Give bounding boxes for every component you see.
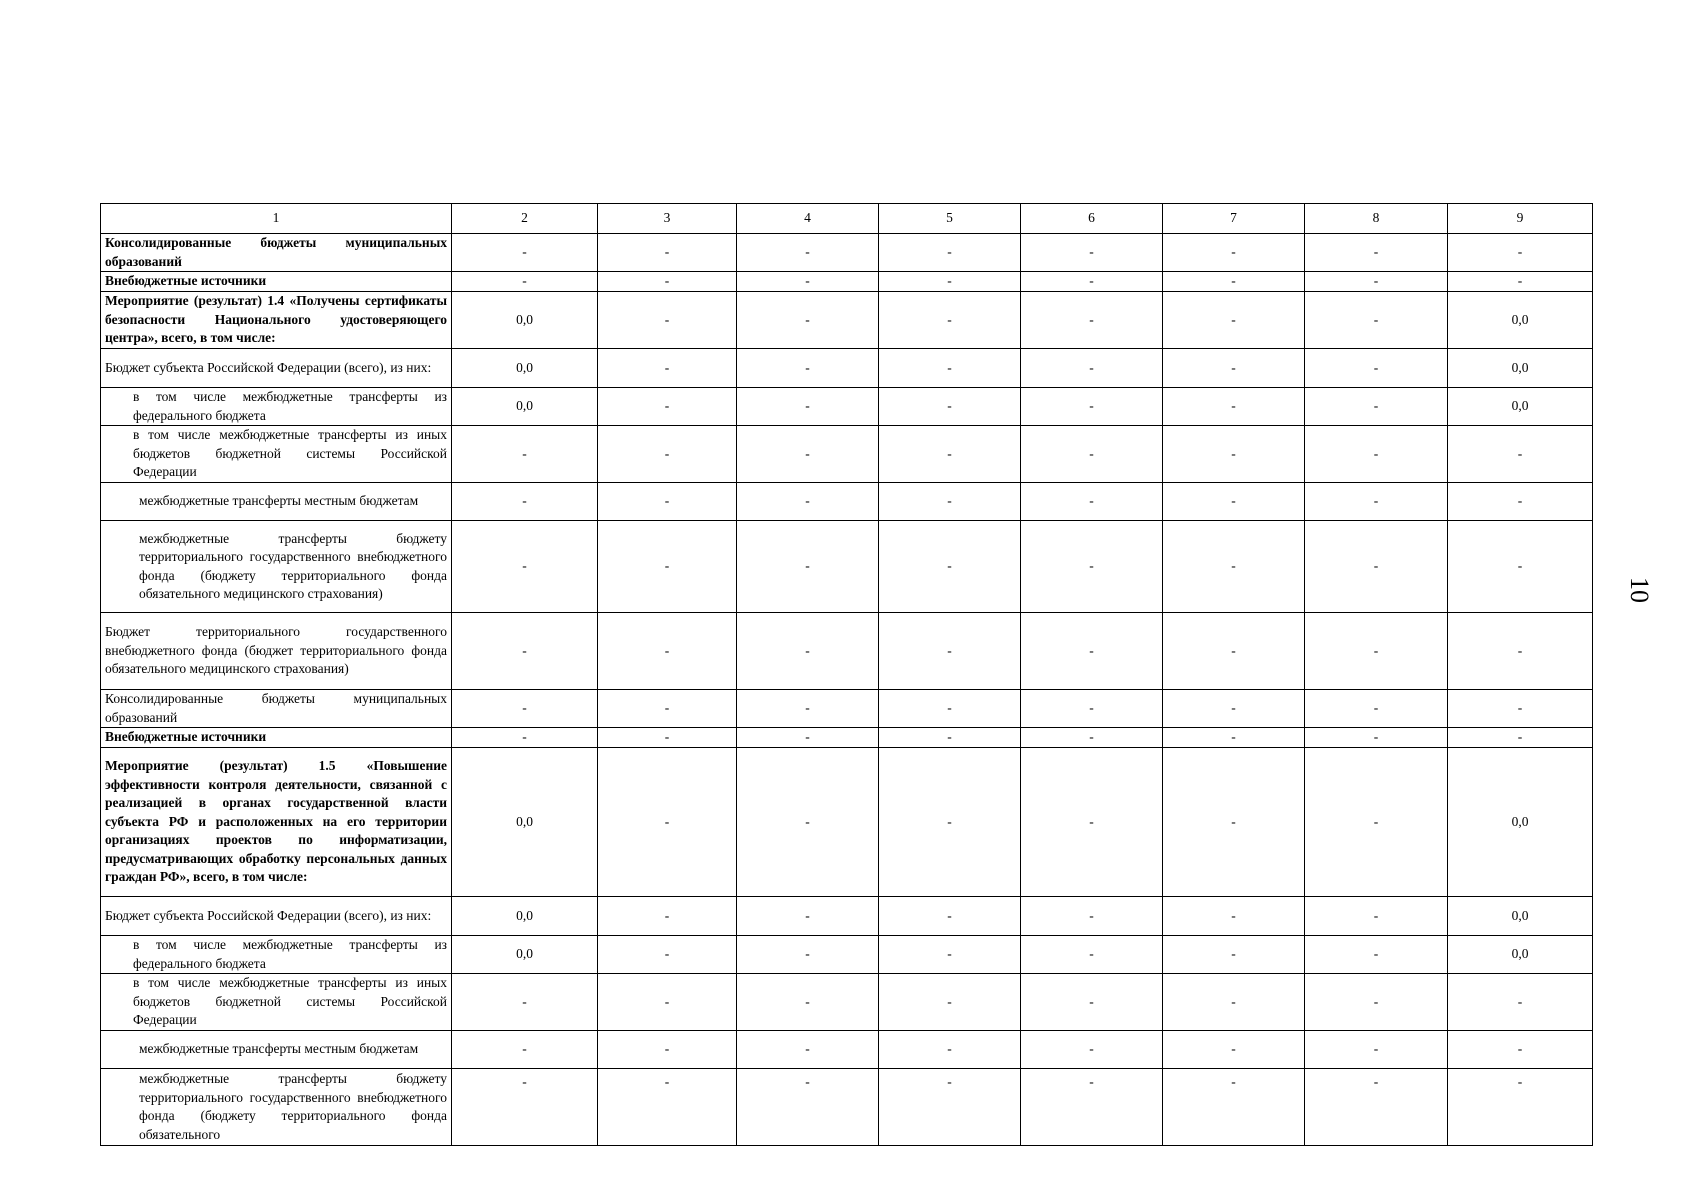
value-cell: 0,0 xyxy=(452,292,598,349)
value-cell: - xyxy=(1021,748,1163,897)
value-cell: - xyxy=(1021,272,1163,292)
value-cell: - xyxy=(1305,690,1448,728)
column-number-cell: 3 xyxy=(598,204,737,234)
row-description-cell: в том числе межбюджетные трансферты из иных бюджетов бюджетной системы Российской Федерации xyxy=(101,426,452,483)
value-cell: - xyxy=(737,272,879,292)
column-number-cell: 7 xyxy=(1163,204,1305,234)
value-cell: - xyxy=(1163,613,1305,690)
value-cell: - xyxy=(879,234,1021,272)
value-cell: - xyxy=(737,483,879,521)
value-cell: - xyxy=(737,1031,879,1069)
value-cell: - xyxy=(737,728,879,748)
row-description-cell: Консолидированные бюджеты муниципальных образований xyxy=(101,234,452,272)
value-cell: - xyxy=(1163,1031,1305,1069)
row-description-cell: Мероприятие (результат) 1.4 «Получены сертификаты безопасности Национального удостоверяющего центра», всего, в том числе: xyxy=(101,292,452,349)
value-cell: - xyxy=(879,521,1021,613)
value-cell: - xyxy=(1448,690,1593,728)
table-row xyxy=(101,349,1593,388)
value-cell: - xyxy=(1305,234,1448,272)
value-cell: - xyxy=(598,349,737,388)
value-cell: - xyxy=(1448,1031,1593,1069)
value-cell: - xyxy=(1163,349,1305,388)
value-cell: - xyxy=(1021,1031,1163,1069)
budget-table xyxy=(100,203,1593,1146)
value-cell: - xyxy=(879,388,1021,426)
value-cell: 0,0 xyxy=(1448,388,1593,426)
value-cell: - xyxy=(1305,292,1448,349)
value-cell: - xyxy=(1021,234,1163,272)
value-cell: - xyxy=(1021,897,1163,936)
value-cell: - xyxy=(1163,1069,1305,1146)
value-cell: - xyxy=(1163,728,1305,748)
value-cell: - xyxy=(1021,521,1163,613)
value-cell: - xyxy=(1163,292,1305,349)
table-row xyxy=(101,613,1593,690)
value-cell: - xyxy=(1305,974,1448,1031)
value-cell: - xyxy=(879,728,1021,748)
value-cell: - xyxy=(1305,728,1448,748)
value-cell: - xyxy=(879,1031,1021,1069)
value-cell: - xyxy=(452,234,598,272)
value-cell: - xyxy=(1448,272,1593,292)
value-cell: 0,0 xyxy=(452,748,598,897)
value-cell: - xyxy=(598,272,737,292)
column-number-cell: 1 xyxy=(101,204,452,234)
table-row xyxy=(101,292,1593,349)
value-cell: 0,0 xyxy=(1448,748,1593,897)
value-cell: - xyxy=(1448,974,1593,1031)
value-cell: - xyxy=(598,426,737,483)
value-cell: - xyxy=(737,234,879,272)
table-row xyxy=(101,936,1593,974)
value-cell: - xyxy=(737,936,879,974)
budget-table-page xyxy=(100,203,1592,1146)
value-cell: - xyxy=(1021,1069,1163,1146)
value-cell: - xyxy=(452,728,598,748)
value-cell: - xyxy=(598,748,737,897)
value-cell: - xyxy=(1305,521,1448,613)
value-cell: 0,0 xyxy=(1448,349,1593,388)
value-cell: - xyxy=(1021,728,1163,748)
value-cell: - xyxy=(1021,936,1163,974)
value-cell: - xyxy=(1305,613,1448,690)
value-cell: - xyxy=(1163,426,1305,483)
value-cell: 0,0 xyxy=(452,897,598,936)
value-cell: - xyxy=(1448,521,1593,613)
value-cell: - xyxy=(598,388,737,426)
value-cell: - xyxy=(879,483,1021,521)
table-row xyxy=(101,1069,1593,1146)
value-cell: - xyxy=(598,690,737,728)
value-cell: - xyxy=(452,483,598,521)
value-cell: - xyxy=(1305,1031,1448,1069)
value-cell: - xyxy=(1448,234,1593,272)
value-cell: - xyxy=(1163,234,1305,272)
value-cell: - xyxy=(879,613,1021,690)
value-cell: - xyxy=(1163,974,1305,1031)
value-cell: - xyxy=(737,690,879,728)
value-cell: - xyxy=(598,292,737,349)
table-row xyxy=(101,234,1593,272)
value-cell: - xyxy=(1021,388,1163,426)
value-cell: - xyxy=(1448,426,1593,483)
column-number-cell: 6 xyxy=(1021,204,1163,234)
value-cell: - xyxy=(1448,728,1593,748)
value-cell: - xyxy=(1305,272,1448,292)
value-cell: - xyxy=(1021,426,1163,483)
value-cell: - xyxy=(879,897,1021,936)
table-row xyxy=(101,897,1593,936)
value-cell: - xyxy=(879,349,1021,388)
value-cell: - xyxy=(1163,690,1305,728)
row-description-cell: Бюджет субъекта Российской Федерации (всего), из них: xyxy=(101,349,452,388)
value-cell: - xyxy=(598,483,737,521)
row-description-cell: межбюджетные трансферты бюджету территориального государственного внебюджетного фонда (бюджету территориального фонда обязательного xyxy=(101,1069,452,1146)
column-number-cell: 2 xyxy=(452,204,598,234)
value-cell: 0,0 xyxy=(452,388,598,426)
value-cell: - xyxy=(1163,897,1305,936)
value-cell: - xyxy=(598,613,737,690)
value-cell: - xyxy=(1021,292,1163,349)
value-cell: - xyxy=(737,613,879,690)
value-cell: - xyxy=(1305,897,1448,936)
row-description-cell: Консолидированные бюджеты муниципальных образований xyxy=(101,690,452,728)
row-description-cell: в том числе межбюджетные трансферты из федерального бюджета xyxy=(101,388,452,426)
page-number: 10 xyxy=(1625,577,1654,603)
value-cell: - xyxy=(1163,936,1305,974)
value-cell: - xyxy=(1021,613,1163,690)
value-cell: - xyxy=(737,974,879,1031)
value-cell: - xyxy=(452,613,598,690)
value-cell: - xyxy=(1305,936,1448,974)
row-description-cell: Бюджет территориального государственного внебюджетного фонда (бюджет территориального фонда обязательного медицинского страхования) xyxy=(101,613,452,690)
value-cell: - xyxy=(737,897,879,936)
value-cell: 0,0 xyxy=(1448,292,1593,349)
row-description-cell: в том числе межбюджетные трансферты из федерального бюджета xyxy=(101,936,452,974)
column-number-cell: 4 xyxy=(737,204,879,234)
row-description-cell: Бюджет субъекта Российской Федерации (всего), из них: xyxy=(101,897,452,936)
table-row xyxy=(101,728,1593,748)
value-cell: 0,0 xyxy=(452,349,598,388)
table-header-row xyxy=(101,204,1593,234)
value-cell: - xyxy=(1163,272,1305,292)
row-description-cell: межбюджетные трансферты бюджету территориального государственного внебюджетного фонда (бюджету территориального фонда обязательного медицинского страхования) xyxy=(101,521,452,613)
value-cell: - xyxy=(1021,690,1163,728)
row-description-cell: в том числе межбюджетные трансферты из иных бюджетов бюджетной системы Российской Федерации xyxy=(101,974,452,1031)
value-cell: - xyxy=(452,521,598,613)
table-row xyxy=(101,388,1593,426)
value-cell: - xyxy=(1305,483,1448,521)
value-cell: - xyxy=(1021,974,1163,1031)
value-cell: - xyxy=(737,1069,879,1146)
value-cell: - xyxy=(879,936,1021,974)
table-row xyxy=(101,1031,1593,1069)
value-cell: - xyxy=(598,897,737,936)
value-cell: - xyxy=(452,690,598,728)
value-cell: - xyxy=(1305,1069,1448,1146)
value-cell: - xyxy=(452,1069,598,1146)
value-cell: - xyxy=(1021,483,1163,521)
column-number-cell: 8 xyxy=(1305,204,1448,234)
row-description-cell: Мероприятие (результат) 1.5 «Повышение эффективности контроля деятельности, связанной с реализацией в органах государственной власти субъекта РФ и расположенных на его территории организациях проектов по информатизации, предусматривающих обработку персональных данных граждан РФ», всего, в том числе: xyxy=(101,748,452,897)
value-cell: - xyxy=(1305,748,1448,897)
table-row xyxy=(101,690,1593,728)
value-cell: - xyxy=(1305,349,1448,388)
value-cell: - xyxy=(598,936,737,974)
column-number-cell: 5 xyxy=(879,204,1021,234)
value-cell: - xyxy=(879,748,1021,897)
table-row xyxy=(101,974,1593,1031)
value-cell: - xyxy=(598,1031,737,1069)
value-cell: - xyxy=(879,292,1021,349)
value-cell: - xyxy=(598,234,737,272)
table-row xyxy=(101,426,1593,483)
table-row xyxy=(101,521,1593,613)
value-cell: - xyxy=(598,521,737,613)
value-cell: - xyxy=(598,1069,737,1146)
table-row xyxy=(101,748,1593,897)
row-description-cell: межбюджетные трансферты местным бюджетам xyxy=(101,483,452,521)
value-cell: - xyxy=(598,728,737,748)
value-cell: - xyxy=(452,974,598,1031)
value-cell: - xyxy=(1163,748,1305,897)
value-cell: - xyxy=(737,521,879,613)
value-cell: - xyxy=(879,690,1021,728)
value-cell: - xyxy=(737,349,879,388)
value-cell: 0,0 xyxy=(1448,897,1593,936)
table-row xyxy=(101,483,1593,521)
value-cell: - xyxy=(879,974,1021,1031)
value-cell: 0,0 xyxy=(1448,936,1593,974)
value-cell: - xyxy=(452,1031,598,1069)
value-cell: - xyxy=(1021,349,1163,388)
column-number-cell: 9 xyxy=(1448,204,1593,234)
value-cell: - xyxy=(737,292,879,349)
row-description-cell: Внебюджетные источники xyxy=(101,272,452,292)
value-cell: - xyxy=(452,426,598,483)
row-description-cell: межбюджетные трансферты местным бюджетам xyxy=(101,1031,452,1069)
value-cell: - xyxy=(598,974,737,1031)
row-description-cell: Внебюджетные источники xyxy=(101,728,452,748)
value-cell: - xyxy=(1305,426,1448,483)
value-cell: - xyxy=(737,426,879,483)
value-cell: - xyxy=(737,388,879,426)
value-cell: - xyxy=(1305,388,1448,426)
table-row xyxy=(101,272,1593,292)
value-cell: - xyxy=(452,272,598,292)
value-cell: - xyxy=(1448,483,1593,521)
value-cell: - xyxy=(1163,483,1305,521)
value-cell: 0,0 xyxy=(452,936,598,974)
value-cell: - xyxy=(1448,613,1593,690)
value-cell: - xyxy=(879,1069,1021,1146)
value-cell: - xyxy=(879,272,1021,292)
value-cell: - xyxy=(1448,1069,1593,1146)
value-cell: - xyxy=(879,426,1021,483)
value-cell: - xyxy=(1163,388,1305,426)
value-cell: - xyxy=(737,748,879,897)
value-cell: - xyxy=(1163,521,1305,613)
